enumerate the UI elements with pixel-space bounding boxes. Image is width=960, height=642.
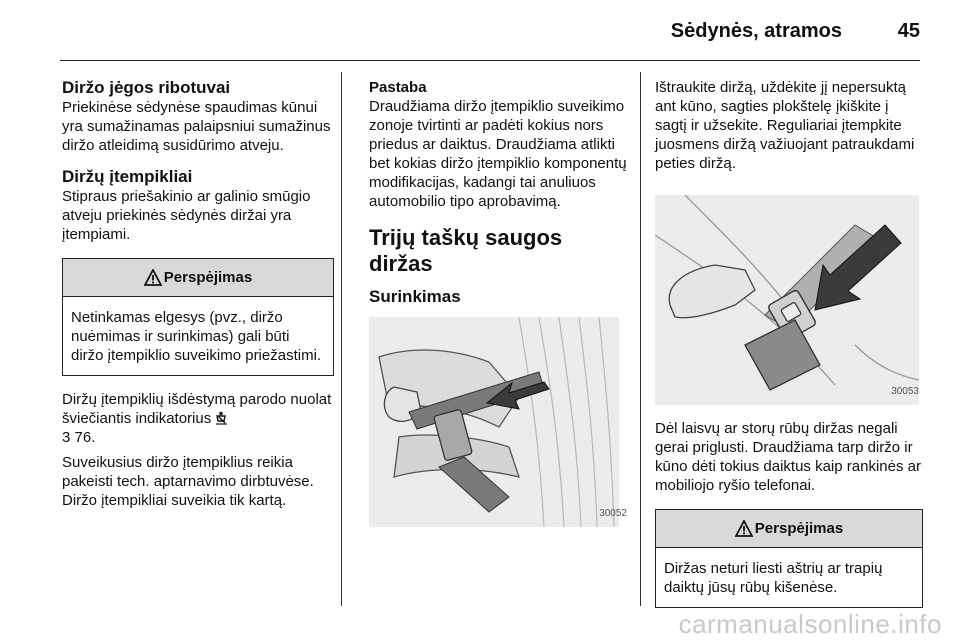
warning-header-2 <box>656 510 922 548</box>
watermark: carmanualsonline.info <box>678 609 942 639</box>
seatbelt-pretensioner-icon <box>215 411 228 425</box>
indicator-text: Diržų įtempiklių išdėstymą parodo nuolat šviečiantis indikatorius <box>62 391 332 427</box>
heading-fastening: Surinkimas <box>369 287 461 306</box>
column-3 <box>655 78 923 608</box>
warning-header-1 <box>63 259 333 297</box>
paragraph-pull-belt: Ištraukite diržą, uždėkite jį nepersuktą ant kūno, sagties plokštelę įkiškite į sagtį ir užsekite. Reguliariai įtempkite juosmens diržą važiuojant patraukdami peties diržą. <box>655 79 915 172</box>
heading-pretensioners: Diržų įtempikliai <box>62 167 193 186</box>
paragraph-indicator <box>62 390 334 447</box>
heading-force-limiters: Diržo jėgos ribotuvai <box>62 78 231 97</box>
column-divider-1 <box>341 72 342 606</box>
warning-text-2: Diržas neturi liesti aštrių ar trapių daiktų jūsų rūbų kišenėse. <box>664 560 883 596</box>
page-title: Sėdynės, atramos <box>670 20 842 42</box>
page-header <box>60 14 920 62</box>
paragraph-force-limiters: Priekinėse sėdynėse spaudimas kūnui yra sumažinamas palaipsniui sumažinus diržo atleidimą susidūrimo atveju. <box>62 99 331 154</box>
belt-fastening-illustration <box>369 317 619 527</box>
belt-buckle-illustration <box>655 195 919 405</box>
page-number: 45 <box>897 20 920 42</box>
note-title: Pastaba <box>369 79 427 96</box>
figure-belt-fastening <box>369 317 631 527</box>
warning-title-2: Perspėjimas <box>754 520 844 537</box>
heading-three-point-belt: Trijų taškų saugos diržas <box>369 225 563 276</box>
note-text: Draudžiama diržo įtempiklio suveikimo zonoje tvirtinti ar padėti kokius nors priedus ar daiktus. Draudžiama atlikti bet kokias diržo įtempiklio komponentų modifikacijas, kadangi tai anuliuos automobilio tipo aprobavimą. <box>369 98 627 210</box>
warning-triangle-icon <box>735 520 753 537</box>
paragraph-replace: Suveikusius diržo įtempiklius reikia pakeisti tech. aptarnavimo dirbtuvėse. Diržo įtempikliai suveikia tik kartą. <box>62 454 314 509</box>
column-divider-2 <box>640 72 641 606</box>
paragraph-clothing: Dėl laisvų ar storų rūbų diržas negali gerai priglusti. Draudžiama tarp diržo ir kūno dėti tokius daiktus kaip rankinės ar mobiliojo ryšio telefonai. <box>655 420 921 494</box>
figure-number-1: 30052 <box>599 508 627 519</box>
warning-text-1: Netinkamas elgesys (pvz., diržo nuėmimas ir surinkimas) gali būti diržo įtempiklio suveikimo priežastimi. <box>71 309 322 364</box>
warning-triangle-icon <box>144 269 162 286</box>
header-rule <box>60 60 920 61</box>
warning-box-2 <box>655 509 923 608</box>
figure-belt-buckle <box>655 195 923 405</box>
column-1 <box>62 78 334 510</box>
warning-title-1: Perspėjimas <box>163 269 253 286</box>
page-reference[interactable]: 3 76. <box>62 429 96 446</box>
warning-box-1 <box>62 258 334 376</box>
paragraph-pretensioners: Stipraus priešakinio ar galinio smūgio atveju priekinės sėdynės diržai yra įtempiami. <box>62 188 311 243</box>
figure-number-2: 30053 <box>891 386 919 397</box>
column-2 <box>369 78 631 527</box>
